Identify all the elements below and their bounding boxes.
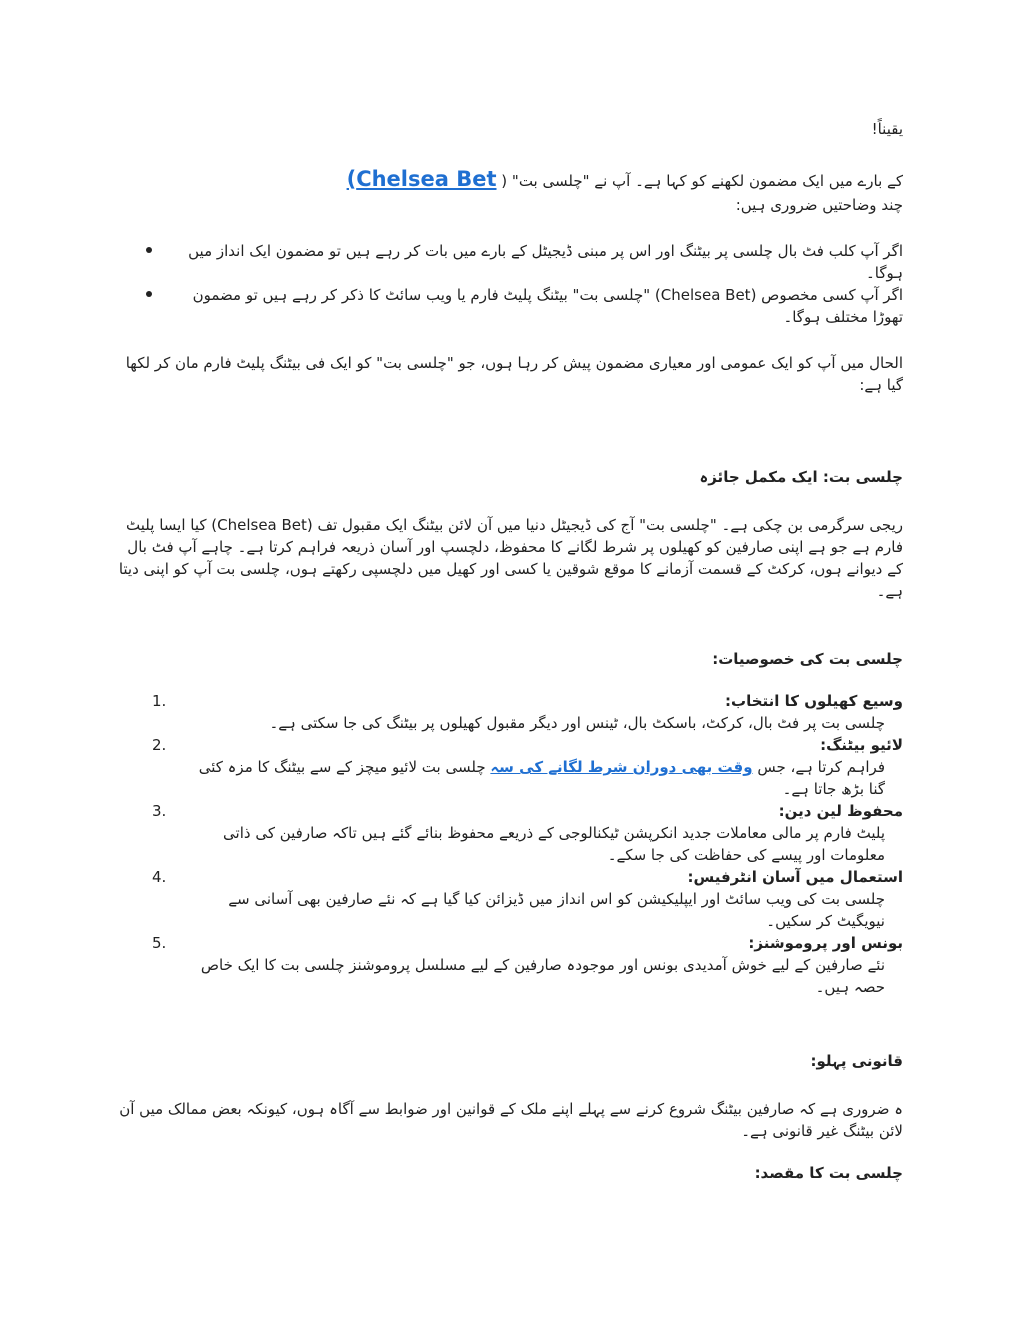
feature-item-2: 2. لائیو بیٹنگ: فراہم کرتا ہے، جس وقت بھی دوران شرط لگانے کی سہ چلسی بت لائیو میچز کے سے بیٹنگ کا مزہ کئی گنا بڑھ جاتا ہے۔ [152, 736, 903, 798]
opening-text-after: چند وضاحتیں ضروری ہیں: [735, 196, 903, 214]
paragraph-4-text: ہ ضروری ہے کہ صارفین بیٹنگ شروع کرنے سے پہلے اپنے ملک کے قوانین اور ضوابط سے آگاہ ہوں، کیونکہ بعض ممالک میں آن لائن بیٹنگ غیر قانونی ہے۔ [119, 1100, 903, 1140]
feature-title: محفوظ لین دین: [778, 802, 903, 820]
intro-paragraph [118, 118, 903, 140]
list-item: اگر آپ کلب فٹ بال چلسی پر بیٹنگ اور اس پر مبنی ڈیجیٹل کے بارے میں بات کر رہے ہیں تو مضمون ایک انداز میں ہوگا۔ [118, 240, 903, 284]
feature-item-3: 3. محفوظ لین دین: پلیٹ فارم پر مالی معاملات جدید انکرپشن ٹیکنالوجی کے ذریعے محفوظ بنائے گئے ہیں تاکہ صارفین کی ذاتی معلومات اور پیسے کی حفاظت کی جا سکے۔ [152, 802, 903, 864]
heading-purpose-block [118, 1162, 903, 1184]
intro-text: یقیناً! [871, 120, 903, 138]
opening-text-before: کے بارے میں ایک مضمون لکھنے کو کہا ہے۔ آپ نے "چلسی بت" ( [501, 172, 903, 190]
feature-title: وسیع کھیلوں کا انتخاب: [725, 692, 903, 710]
feature-body: چلسی بت کی ویب سائٹ اور ایپلیکیشن کو اس انداز میں ڈیزائن کیا گیا ہے کہ نئے صارفین بھی آسانی سے نیویگیٹ کر سکیں۔ [228, 890, 885, 930]
paragraph-4 [118, 1098, 903, 1142]
feature-body: نئے صارفین کے لیے خوش آمدیدی بونس اور موجودہ صارفین کے لیے مسلسل پروموشنز چلسی بت کا ایک خاص حصہ ہیں۔ [200, 956, 885, 996]
heading-purpose: چلسی بت کا مقصد: [754, 1164, 903, 1182]
feature-title: لائیو بیٹنگ: [820, 736, 903, 754]
paragraph-3-text: ریجی سرگرمی بن چکی ہے۔ "چلسی بت" آج کی ڈیجیٹل دنیا میں آن لائن بیٹنگ ایک مقبول تف (Chelsea Bet) کیا ایسا پلیٹ فارم ہے جو ہے اپنی صارفین کو کھیلوں پر شرط لگانے کا محفوظ، دلچسپ اور آسان ذریعہ فراہم کرتا ہے۔ چاہے آپ فٹ بال کے دیوانے ہوں، کرکٹ کے قسمت آزمانے کا موقع شوقین یا کسی اور کھیل میں دلچسپی رکھتے ہوں، چلسی بت آپ کو اپنی دیتا ہے۔ [118, 516, 903, 600]
opening-paragraph [118, 166, 903, 216]
chelsea-bet-link[interactable]: Chelsea Bet) [346, 167, 497, 191]
feature-body: پلیٹ فارم پر مالی معاملات جدید انکرپشن ٹیکنالوجی کے ذریعے محفوظ بنائے گئے ہیں تاکہ صارفین کی ذاتی معلومات اور پیسے کی حفاظت کی جا سکے۔ [223, 824, 885, 864]
feature-title: استعمال میں آسان انٹرفیس: [687, 868, 903, 886]
paragraph-3 [118, 514, 903, 602]
heading-overview-block [118, 466, 903, 488]
features-list [118, 690, 903, 998]
list-item: اگر آپ کسی مخصوص (Chelsea Bet) "چلسی بت" بیٹنگ پلیٹ فارم یا ویب سائٹ کا ذکر کر رہے ہیں تو مضمون تھوڑا مختلف ہوگا۔ [118, 284, 903, 328]
feature-item-5: 5. بونس اور پروموشنز: نئے صارفین کے لیے خوش آمدیدی بونس اور موجودہ صارفین کے لیے مسلسل پروموشنز چلسی بت کا ایک خاص حصہ ہیں۔ [152, 934, 903, 996]
heading-legal: قانونی پہلو: [810, 1052, 903, 1070]
heading-legal-block [118, 1050, 903, 1072]
heading-overview: چلسی بت: ایک مکمل جائزہ [699, 468, 903, 486]
live-betting-link[interactable]: وقت بھی دوران شرط لگانے کی سہ [490, 758, 753, 776]
feature-body: چلسی بت پر فٹ بال، کرکٹ، باسکٹ بال، ٹینس اور دیگر مقبول کھیلوں پر بیٹنگ کی جا سکتی ہے۔ [269, 714, 885, 732]
paragraph-2 [118, 352, 903, 396]
feature-body: فراہم کرتا ہے، جس وقت بھی دوران شرط لگانے کی سہ چلسی بت لائیو میچز کے سے بیٹنگ کا مزہ کئی گنا بڑھ جاتا ہے۔ [198, 758, 885, 798]
heading-features: چلسی بت کی خصوصیات: [712, 650, 903, 668]
feature-item-4: 4. استعمال میں آسان انٹرفیس: چلسی بت کی ویب سائٹ اور ایپلیکیشن کو اس انداز میں ڈیزائن کیا گیا ہے کہ نئے صارفین بھی آسانی سے نیویگیٹ کر سکیں۔ [152, 868, 903, 930]
bullet-icon [146, 247, 152, 253]
feature-title: بونس اور پروموشنز: [748, 934, 903, 952]
bullet-list [118, 240, 903, 328]
heading-features-block [118, 648, 903, 670]
paragraph-2-text: الحال میں آپ کو ایک عمومی اور معیاری مضمون پیش کر رہا ہوں، جو "چلسی بت" کو ایک فی بیٹنگ پلیٹ فارم مان کر لکھا گیا ہے: [125, 354, 903, 394]
bullet-icon [146, 291, 152, 297]
feature-item-1: 1. وسیع کھیلوں کا انتخاب: چلسی بت پر فٹ بال، کرکٹ، باسکٹ بال، ٹینس اور دیگر مقبول کھیلوں پر بیٹنگ کی جا سکتی ہے۔ [152, 692, 903, 732]
